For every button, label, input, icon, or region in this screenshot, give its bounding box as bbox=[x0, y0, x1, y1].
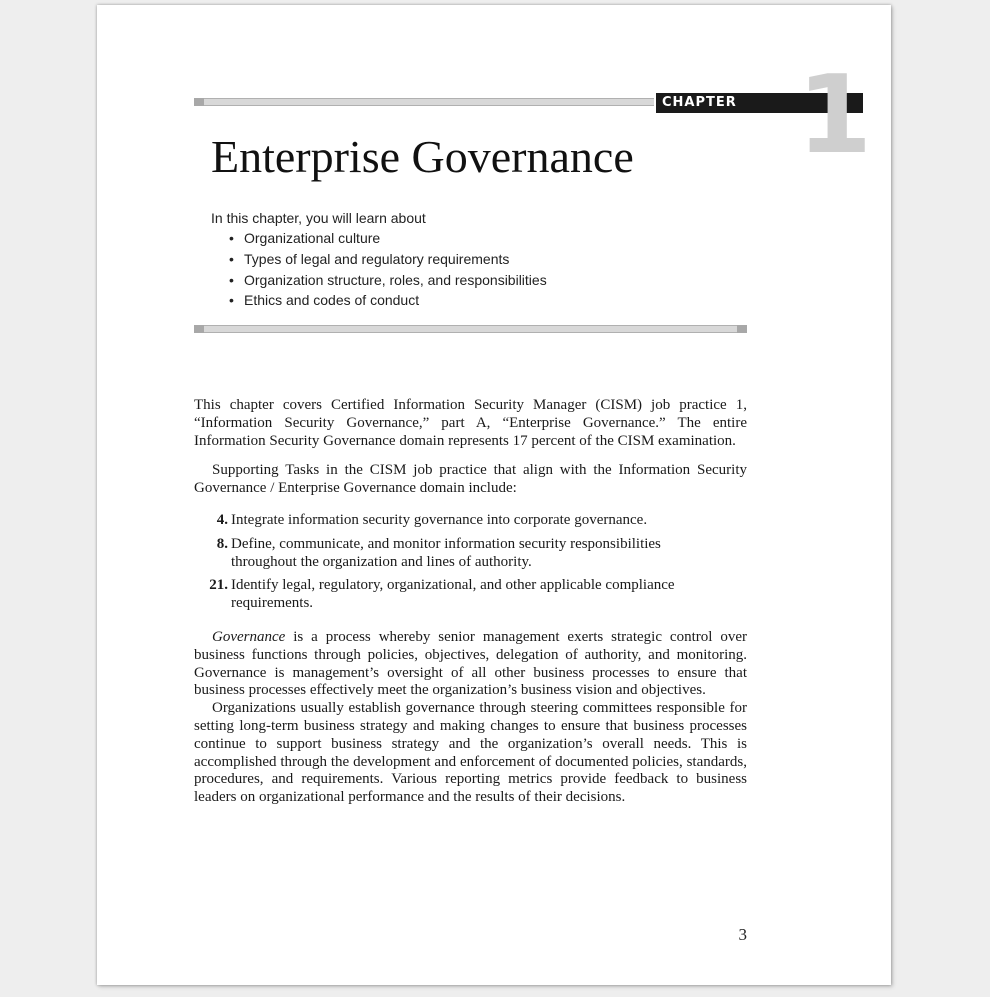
objective-item: • Types of legal and regulatory requirements bbox=[244, 249, 731, 270]
task-list bbox=[194, 512, 747, 613]
objectives-list bbox=[211, 228, 731, 311]
objectives-bottom-rule bbox=[194, 325, 747, 333]
governance-definition: is a process whereby senior management exerts strategic control over business functions through policies, objectives, delegation of authority, and monitoring. Governance is management’s oversight of all other business processes to ensure that business processes effectively meet the organization’s business vision and objectives. bbox=[194, 628, 747, 699]
body-paragraph bbox=[194, 629, 747, 700]
chapter-header-rule bbox=[194, 98, 654, 106]
objectives-lead: In this chapter, you will learn about bbox=[211, 210, 426, 226]
body-paragraph: Supporting Tasks in the CISM job practice that align with the Information Security Governance / Enterprise Governance domain include: bbox=[194, 462, 747, 497]
objective-item: • Organization structure, roles, and responsibilities bbox=[244, 270, 731, 291]
objective-item: • Ethics and codes of conduct bbox=[244, 290, 731, 311]
task-item bbox=[194, 577, 747, 613]
task-item bbox=[194, 512, 747, 530]
rule-cap bbox=[194, 325, 204, 333]
chapter-number: 1 bbox=[797, 53, 873, 178]
page-number: 3 bbox=[738, 925, 747, 944]
objective-item: • Organizational culture bbox=[244, 228, 731, 249]
scrollbar-track[interactable] bbox=[970, 0, 990, 997]
chapter-label: CHAPTER bbox=[662, 95, 737, 110]
governance-term: Governance bbox=[212, 628, 286, 645]
body-paragraph: This chapter covers Certified Information Security Manager (CISM) job practice 1, “Information Security Governance,” part A, “Enterprise Governance.” The entire Information Security Governance domain represents 17 percent of the CISM examination. bbox=[194, 397, 747, 449]
task-text: Define, communicate, and monitor information security responsibilities throughout the organization and lines of authority. bbox=[231, 535, 661, 570]
document-page bbox=[97, 5, 891, 985]
chapter-title: Enterprise Governance bbox=[211, 131, 634, 182]
chapter-body bbox=[194, 397, 747, 807]
task-text: Identify legal, regulatory, organizational, and other applicable compliance requirements. bbox=[231, 577, 675, 612]
chapter-objectives bbox=[211, 208, 731, 311]
task-number: 4. bbox=[216, 511, 228, 528]
task-number: 21. bbox=[209, 577, 228, 594]
task-number: 8. bbox=[216, 535, 228, 552]
task-text: Integrate information security governance into corporate governance. bbox=[231, 511, 648, 528]
rule-cap bbox=[194, 98, 204, 106]
body-paragraph: Organizations usually establish governance through steering committees responsible for setting long-term business strategy and making changes to ensure that business processes continue to support business strategy and the organization’s overall needs. This is accomplished through the development and enforcement of documented policies, standards, procedures, and requirements. Various reporting metrics provide feedback to business leaders on organizational performance and the results of their decisions. bbox=[194, 700, 747, 806]
rule-cap bbox=[737, 325, 747, 333]
task-item bbox=[194, 536, 747, 572]
